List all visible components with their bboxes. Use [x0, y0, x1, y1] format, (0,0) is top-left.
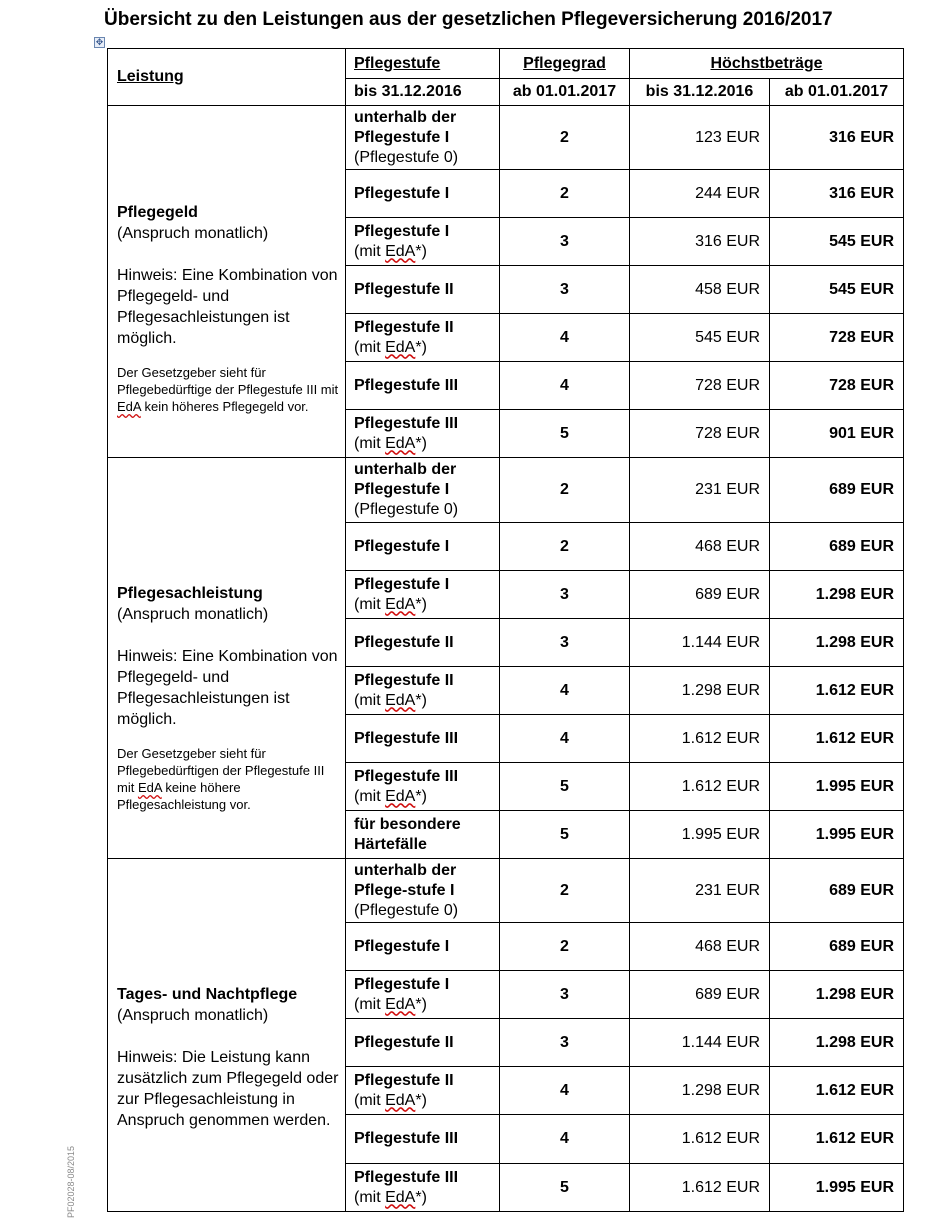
- header-pflegestufe: Pflegestufe: [354, 54, 441, 72]
- amount-old-cell: 689 EUR: [630, 571, 770, 619]
- amount-new-cell: 316 EUR: [770, 170, 904, 218]
- section-subtitle: (Anspruch monatlich): [117, 1006, 269, 1024]
- pflegegrad-cell: 4: [500, 362, 630, 410]
- spellcheck-mark: EdA: [385, 595, 416, 613]
- amount-old-cell: 1.995 EUR: [630, 811, 770, 859]
- spellcheck-mark: EdA: [385, 434, 416, 452]
- subheader-grad: ab 01.01.2017: [500, 79, 630, 106]
- pflegegrad-cell: 2: [500, 523, 630, 571]
- pflegestufe-note: (Pflegestufe 0): [354, 501, 459, 518]
- pflegestufe-label: Pflegestufe II: [354, 671, 454, 689]
- subheader-stufe: bis 31.12.2016: [346, 79, 500, 106]
- pflegestufe-cell: [346, 667, 500, 715]
- pflegestufe-cell: [346, 1067, 500, 1115]
- amount-new-cell: 1.298 EUR: [770, 571, 904, 619]
- pflegestufe-label: Pflegestufe II: [354, 280, 454, 298]
- amount-old-cell: 1.298 EUR: [630, 1067, 770, 1115]
- amount-old-cell: 1.612 EUR: [630, 1164, 770, 1212]
- amount-old-cell: 316 EUR: [630, 218, 770, 266]
- amount-new-cell: 689 EUR: [770, 523, 904, 571]
- amount-new-cell: 1.995 EUR: [770, 1164, 904, 1212]
- pflegestufe-cell: [346, 923, 500, 971]
- header-pflegegrad: Pflegegrad: [523, 54, 606, 72]
- section-title: Tages- und Nachtpflege: [117, 985, 298, 1003]
- section-note: Der Gesetzgeber sieht für Pflegebedürftigen der Pflegestufe III mit EdA keine höhere Pflegesachleistung vor.: [117, 746, 325, 812]
- amount-old-cell: 231 EUR: [630, 458, 770, 523]
- pflegegrad-cell: 5: [500, 763, 630, 811]
- amount-old-cell: 468 EUR: [630, 523, 770, 571]
- pflegestufe-note: (mit EdA*): [354, 434, 427, 452]
- pflegestufe-note: (mit EdA*): [354, 595, 427, 613]
- header-hoechstbetraege: Höchstbeträge: [710, 54, 823, 72]
- pflegestufe-cell: [346, 763, 500, 811]
- pflegestufe-label: unterhalb der Pflegestufe I: [354, 108, 457, 146]
- section-subtitle: (Anspruch monatlich): [117, 606, 269, 623]
- header-row: [108, 49, 904, 79]
- pflegestufe-label: unterhalb der Pflegestufe I: [354, 461, 457, 498]
- amount-new-cell: 316 EUR: [770, 106, 904, 170]
- pflegegrad-cell: 3: [500, 1019, 630, 1067]
- pflegestufe-cell: [346, 1164, 500, 1212]
- pflegestufe-label: Pflegestufe II: [354, 318, 454, 336]
- pflegestufe-cell: [346, 314, 500, 362]
- amount-new-cell: 1.995 EUR: [770, 763, 904, 811]
- amount-new-cell: 1.612 EUR: [770, 715, 904, 763]
- pflegestufe-cell: [346, 859, 500, 923]
- pflegestufe-cell: [346, 1019, 500, 1067]
- amount-old-cell: 1.144 EUR: [630, 619, 770, 667]
- amount-new-cell: 689 EUR: [770, 859, 904, 923]
- pflegegrad-cell: 3: [500, 971, 630, 1019]
- pflegestufe-cell: [346, 571, 500, 619]
- pflegestufe-cell: [346, 218, 500, 266]
- amount-old-cell: 728 EUR: [630, 410, 770, 458]
- amount-old-cell: 1.612 EUR: [630, 715, 770, 763]
- document-code: PF02028-08/2015: [66, 1145, 76, 1218]
- spacer: [117, 625, 339, 646]
- pflegestufe-note: (mit EdA*): [354, 691, 427, 709]
- page-title: Übersicht zu den Leistungen aus der gesetzlichen Pflegeversicherung 2016/2017: [104, 9, 833, 30]
- pflegestufe-label: unterhalb der Pflege-stufe I: [354, 861, 457, 899]
- pflegegrad-cell: 3: [500, 619, 630, 667]
- section-note: Der Gesetzgeber sieht für Pflegebedürftige der Pflegestufe III mit EdA kein höheres Pflegegeld vor.: [117, 365, 339, 414]
- amount-new-cell: 689 EUR: [770, 458, 904, 523]
- spellcheck-mark: EdA: [385, 691, 416, 709]
- pflegestufe-note: (mit EdA*): [354, 242, 427, 260]
- pflegestufe-cell: [346, 715, 500, 763]
- amount-new-cell: 1.612 EUR: [770, 667, 904, 715]
- header-leistung: Leistung: [117, 68, 184, 85]
- section-title: Pflegegeld: [117, 204, 198, 221]
- spellcheck-mark: EdA: [117, 399, 141, 414]
- section-subtitle: (Anspruch monatlich): [117, 225, 269, 242]
- pflegestufe-cell: [346, 362, 500, 410]
- pflegestufe-cell: [346, 410, 500, 458]
- pflegestufe-cell: [346, 811, 500, 859]
- move-handle-icon[interactable]: ✥: [95, 37, 104, 47]
- amount-new-cell: 728 EUR: [770, 314, 904, 362]
- pflegestufe-note: (mit EdA*): [354, 1091, 427, 1109]
- pflegestufe-label: Pflegestufe III: [354, 767, 459, 785]
- pflegegrad-cell: 2: [500, 170, 630, 218]
- pflegestufe-label: Pflegestufe I: [354, 184, 450, 202]
- spacer: [117, 244, 339, 265]
- spellcheck-mark: EdA: [385, 995, 416, 1013]
- amount-old-cell: 545 EUR: [630, 314, 770, 362]
- pflegegrad-cell: 3: [500, 218, 630, 266]
- pflegegrad-cell: 3: [500, 266, 630, 314]
- spellcheck-mark: EdA: [385, 338, 416, 356]
- leistung-cell: [108, 859, 346, 1212]
- amount-old-cell: 123 EUR: [630, 106, 770, 170]
- pflegestufe-cell: [346, 266, 500, 314]
- pflegestufe-label: Pflegestufe II: [354, 633, 454, 651]
- spellcheck-mark: EdA: [137, 780, 162, 795]
- pflegegrad-cell: 4: [500, 314, 630, 362]
- pflegegrad-cell: 4: [500, 1067, 630, 1115]
- subheader-new: ab 01.01.2017: [770, 79, 904, 106]
- pflegegrad-cell: 3: [500, 571, 630, 619]
- section-hint: Hinweis: Eine Kombination von Pflegegeld- und Pflegesachleistungen ist möglich.: [117, 267, 338, 347]
- amount-new-cell: 1.298 EUR: [770, 971, 904, 1019]
- pflegestufe-note: (mit EdA*): [354, 1188, 427, 1206]
- pflegegrad-cell: 4: [500, 1115, 630, 1164]
- spellcheck-mark: EdA: [385, 1188, 416, 1206]
- pflegestufe-label: Pflegestufe II: [354, 1033, 454, 1051]
- pflegestufe-note: (mit EdA*): [354, 787, 427, 805]
- pflegestufe-label: Pflegestufe I: [354, 975, 450, 993]
- amount-new-cell: 728 EUR: [770, 362, 904, 410]
- amount-new-cell: 901 EUR: [770, 410, 904, 458]
- pflegestufe-label: Pflegestufe I: [354, 537, 450, 555]
- pflegestufe-label: Pflegestufe I: [354, 937, 450, 955]
- pflegestufe-note: (Pflegestufe 0): [354, 901, 459, 919]
- amount-old-cell: 1.612 EUR: [630, 1115, 770, 1164]
- spellcheck-mark: EdA: [385, 242, 416, 260]
- pflegestufe-cell: [346, 523, 500, 571]
- pflegestufe-cell: [346, 619, 500, 667]
- table-row: [108, 106, 904, 170]
- pflegestufe-label: Pflegestufe III: [354, 414, 459, 432]
- amount-new-cell: 1.995 EUR: [770, 811, 904, 859]
- amount-new-cell: 1.298 EUR: [770, 1019, 904, 1067]
- amount-old-cell: 728 EUR: [630, 362, 770, 410]
- table-row: [108, 859, 904, 923]
- amount-old-cell: 244 EUR: [630, 170, 770, 218]
- spellcheck-mark: EdA: [385, 787, 416, 805]
- pflegestufe-cell: [346, 971, 500, 1019]
- pflegegrad-cell: 4: [500, 667, 630, 715]
- pflegegrad-cell: 5: [500, 410, 630, 458]
- amount-old-cell: 1.144 EUR: [630, 1019, 770, 1067]
- amount-new-cell: 1.612 EUR: [770, 1067, 904, 1115]
- table-body: [108, 106, 904, 1212]
- pflegestufe-label: Pflegestufe II: [354, 1071, 454, 1089]
- benefits-table: [107, 48, 904, 1212]
- amount-old-cell: 231 EUR: [630, 859, 770, 923]
- pflegestufe-label: Pflegestufe III: [354, 1168, 459, 1186]
- leistung-cell: [108, 106, 346, 458]
- amount-old-cell: 1.298 EUR: [630, 667, 770, 715]
- pflegegrad-cell: 2: [500, 923, 630, 971]
- pflegegrad-cell: 2: [500, 859, 630, 923]
- section-title: Pflegesachleistung: [117, 585, 263, 602]
- leistung-cell: [108, 458, 346, 859]
- section-hint: Hinweis: Die Leistung kann zusätzlich zum Pflegegeld oder zur Pflegesachleistung in Anspruch genommen werden.: [117, 1048, 339, 1129]
- pflegestufe-label: Pflegestufe III: [354, 376, 459, 394]
- subheader-old: bis 31.12.2016: [630, 79, 770, 106]
- amount-new-cell: 689 EUR: [770, 923, 904, 971]
- amount-new-cell: 545 EUR: [770, 266, 904, 314]
- pflegegrad-cell: 2: [500, 458, 630, 523]
- table-row: [108, 458, 904, 523]
- pflegestufe-label: Pflegestufe I: [354, 222, 450, 240]
- pflegestufe-label: Pflegestufe III: [354, 729, 459, 747]
- spacer: [117, 1026, 339, 1047]
- pflegestufe-cell: [346, 458, 500, 523]
- pflegestufe-cell: [346, 170, 500, 218]
- pflegegrad-cell: 4: [500, 715, 630, 763]
- amount-old-cell: 468 EUR: [630, 923, 770, 971]
- pflegestufe-label: Pflegestufe I: [354, 575, 450, 593]
- amount-new-cell: 545 EUR: [770, 218, 904, 266]
- amount-new-cell: 1.612 EUR: [770, 1115, 904, 1164]
- pflegestufe-note: (Pflegestufe 0): [354, 148, 459, 166]
- pflegegrad-cell: 2: [500, 106, 630, 170]
- pflegestufe-label: für besondere Härtefälle: [354, 815, 461, 853]
- pflegestufe-label: Pflegestufe III: [354, 1130, 459, 1147]
- spellcheck-mark: EdA: [385, 1091, 416, 1109]
- amount-old-cell: 1.612 EUR: [630, 763, 770, 811]
- amount-old-cell: 458 EUR: [630, 266, 770, 314]
- section-hint: Hinweis: Eine Kombination von Pflegegeld- und Pflegesachleistungen ist möglich.: [117, 648, 338, 728]
- pflegegrad-cell: 5: [500, 1164, 630, 1212]
- pflegestufe-note: (mit EdA*): [354, 338, 427, 356]
- pflegegrad-cell: 5: [500, 811, 630, 859]
- pflegestufe-cell: [346, 106, 500, 170]
- pflegestufe-note: (mit EdA*): [354, 995, 427, 1013]
- amount-new-cell: 1.298 EUR: [770, 619, 904, 667]
- pflegestufe-cell: [346, 1115, 500, 1164]
- amount-old-cell: 689 EUR: [630, 971, 770, 1019]
